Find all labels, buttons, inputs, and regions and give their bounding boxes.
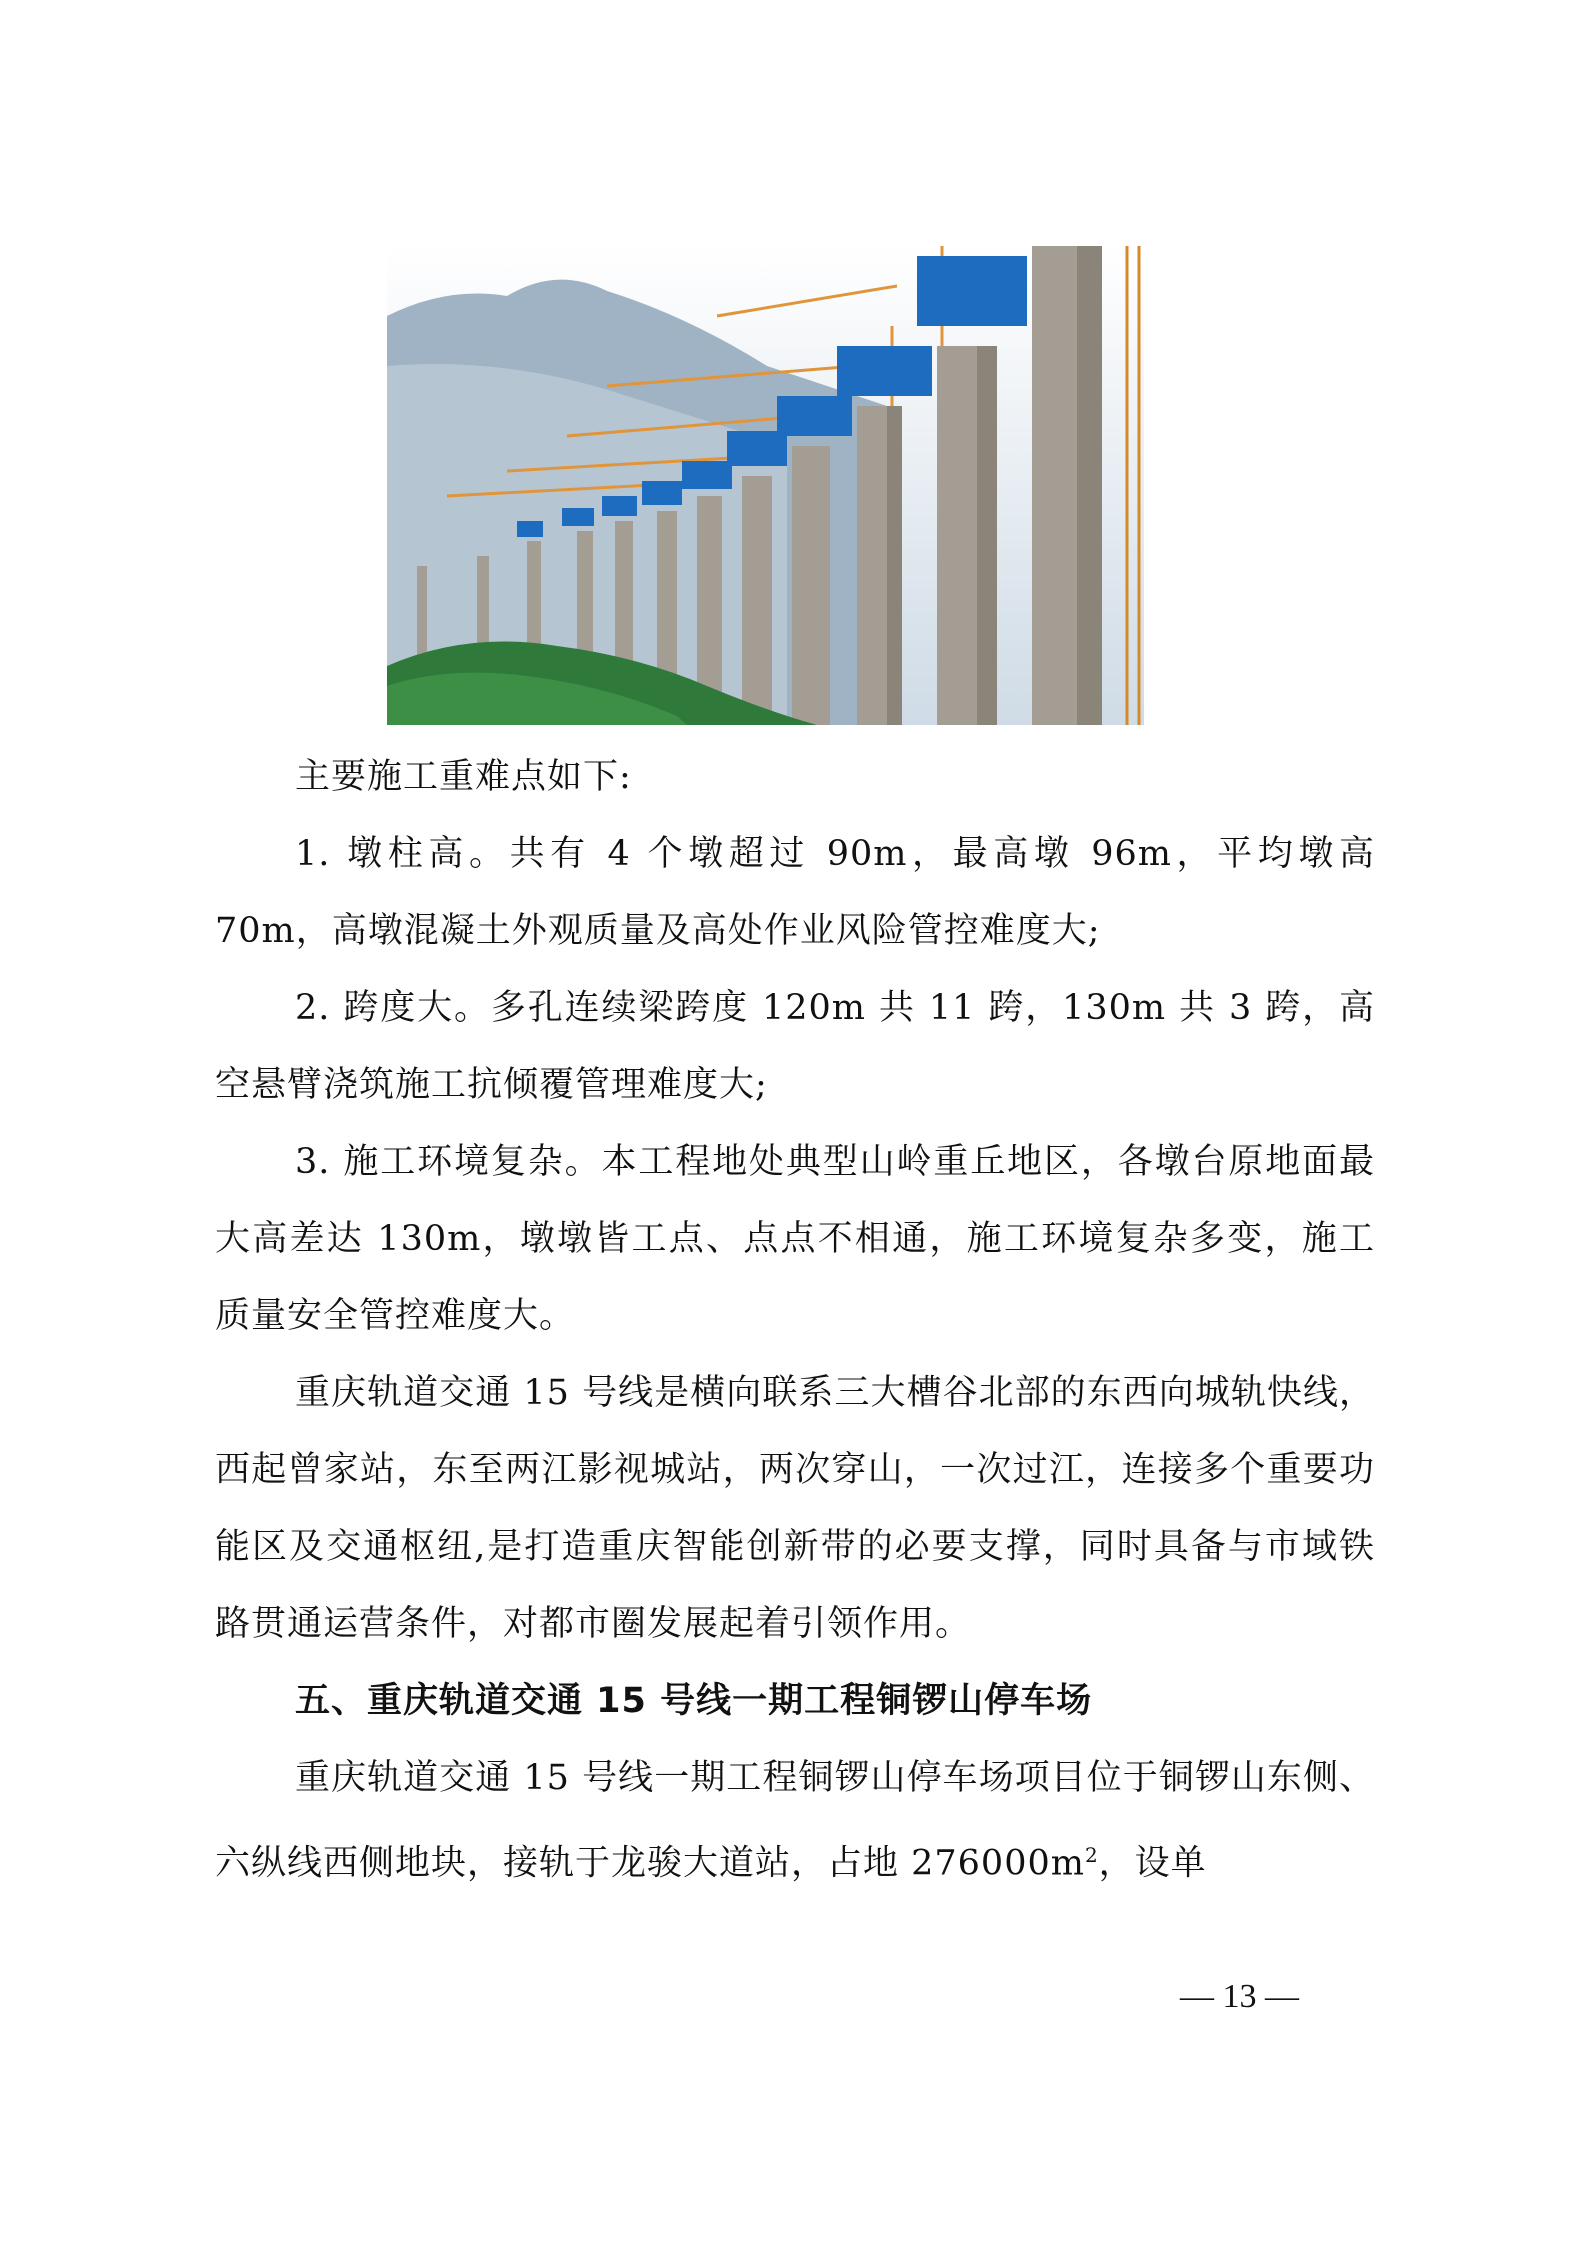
section-5-body xyxy=(215,1740,1375,1903)
section-5-body-tail: ，设单 xyxy=(1098,1843,1207,1884)
section-5-heading: 五、重庆轨道交通 15 号线一期工程铜锣山停车场 xyxy=(295,1681,1093,1721)
section-5-body-text: 重庆轨道交通 15 号线一期工程铜锣山停车场项目位于铜锣山东侧、六纵线西侧地块，接轨于龙骏大道站，占地 276000m xyxy=(215,1758,1375,1884)
viaduct-photo-illustration xyxy=(387,246,1144,725)
difficulty-item-1: 1. 墩柱高。共有 4 个墩超过 90m，最高墩 96m，平均墩高 70m，高墩混凝土外观质量及高处作业风险管控难度大; xyxy=(215,834,1375,951)
line15-description: 重庆轨道交通 15 号线是横向联系三大槽谷北部的东西向城轨快线，西起曾家站，东至两江影视城站，两次穿山，一次过江，连接多个重要功能区及交通枢纽,是打造重庆智能创新带的必要支撑，同时具备与市域铁路贯通运营条件，对都市圈发展起着引领作用。 xyxy=(215,1373,1375,1644)
intro-paragraph: 主要施工重难点如下: xyxy=(295,757,632,797)
viaduct-construction-photo xyxy=(387,246,1144,725)
area-unit-superscript: 2 xyxy=(1084,1843,1099,1867)
difficulty-item-3: 3. 施工环境复杂。本工程地处典型山岭重丘地区，各墩台原地面最大高差达 130m，墩墩皆工点、点点不相通，施工环境复杂多变，施工质量安全管控难度大。 xyxy=(215,1142,1375,1336)
difficulty-item-2: 2. 跨度大。多孔连续梁跨度 120m 共 11 跨，130m 共 3 跨，高空悬臂浇筑施工抗倾覆管理难度大; xyxy=(215,988,1375,1105)
page-number: — 13 — xyxy=(1180,1978,1299,2015)
